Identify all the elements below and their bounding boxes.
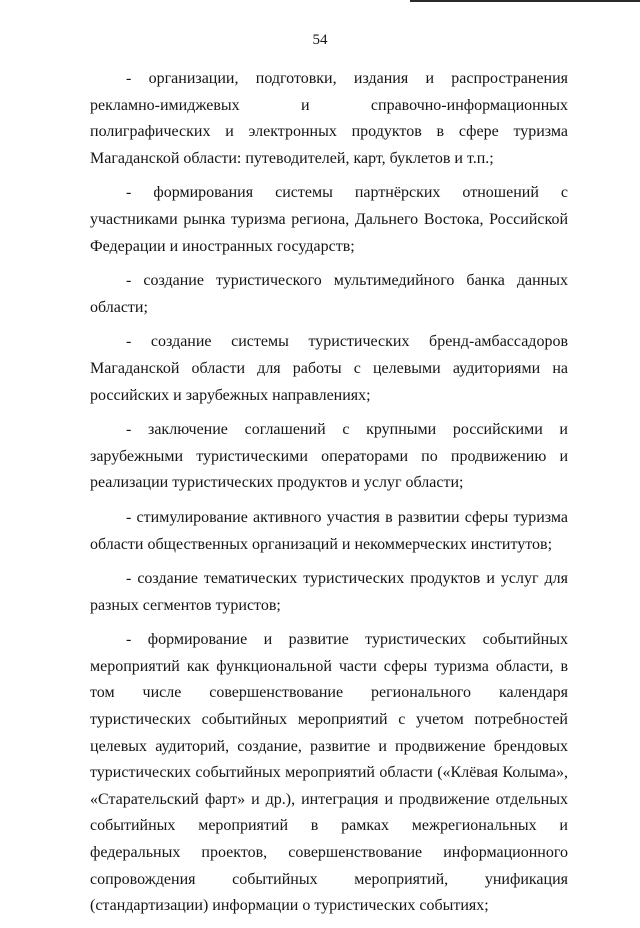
paragraph-thematic-products: - создание тематических туристических продуктов и услуг для разных сегментов туристов; [90,570,568,614]
paragraph-tour-operator-agreements: - заключение соглашений с крупными российскими и зарубежными туристическими операторами по продвижению и реализации туристических продуктов и услуг области; [90,421,568,492]
paragraph-partnership-system: - формирования системы партнёрских отношений с участниками рынка туризма региона, Дальнего Востока, Российской Федерации и иностранных государств; [90,184,568,255]
top-edge-rule [410,0,640,2]
paragraph-brand-ambassadors: - создание системы туристических бренд-амбассадоров Магаданской области для работы с целевыми аудиториями на российских и зарубежных направлениях; [90,333,568,404]
paragraph-multimedia-databank: - создание туристического мультимедийного банка данных области; [90,272,568,316]
page-number: 54 [312,32,328,48]
paragraph-promotional-materials: - организации, подготовки, издания и распространения рекламно-имиджевых и справочно-информационных полиграфических и электронных продуктов в сфере туризма Магаданской области: путеводителей, карт, буклетов и т.п.; [90,70,568,167]
document-body [90,66,568,928]
paragraph-event-tourism: - формирование и развитие туристических событийных мероприятий как функциональной части сферы туризма области, в том числе совершенствование регионального календаря туристических событийных мероприятий с учетом потребностей целевых аудиторий, создание, развитие и продвижение брендовых туристических событийных мероприятий области («Клёвая Колыма», «Старательский фарт» и др.), интеграция и продвижение отдельных событийных мероприятий в рамках межрегиональных и федеральных проектов, совершенствование информационного сопровождения событийных мероприятий, унификация (стандартизации) информации о туристических событиях; [90,631,568,915]
paragraph-public-organizations: - стимулирование активного участия в развитии сферы туризма области общественных организаций и некоммерческих институтов; [90,508,568,553]
